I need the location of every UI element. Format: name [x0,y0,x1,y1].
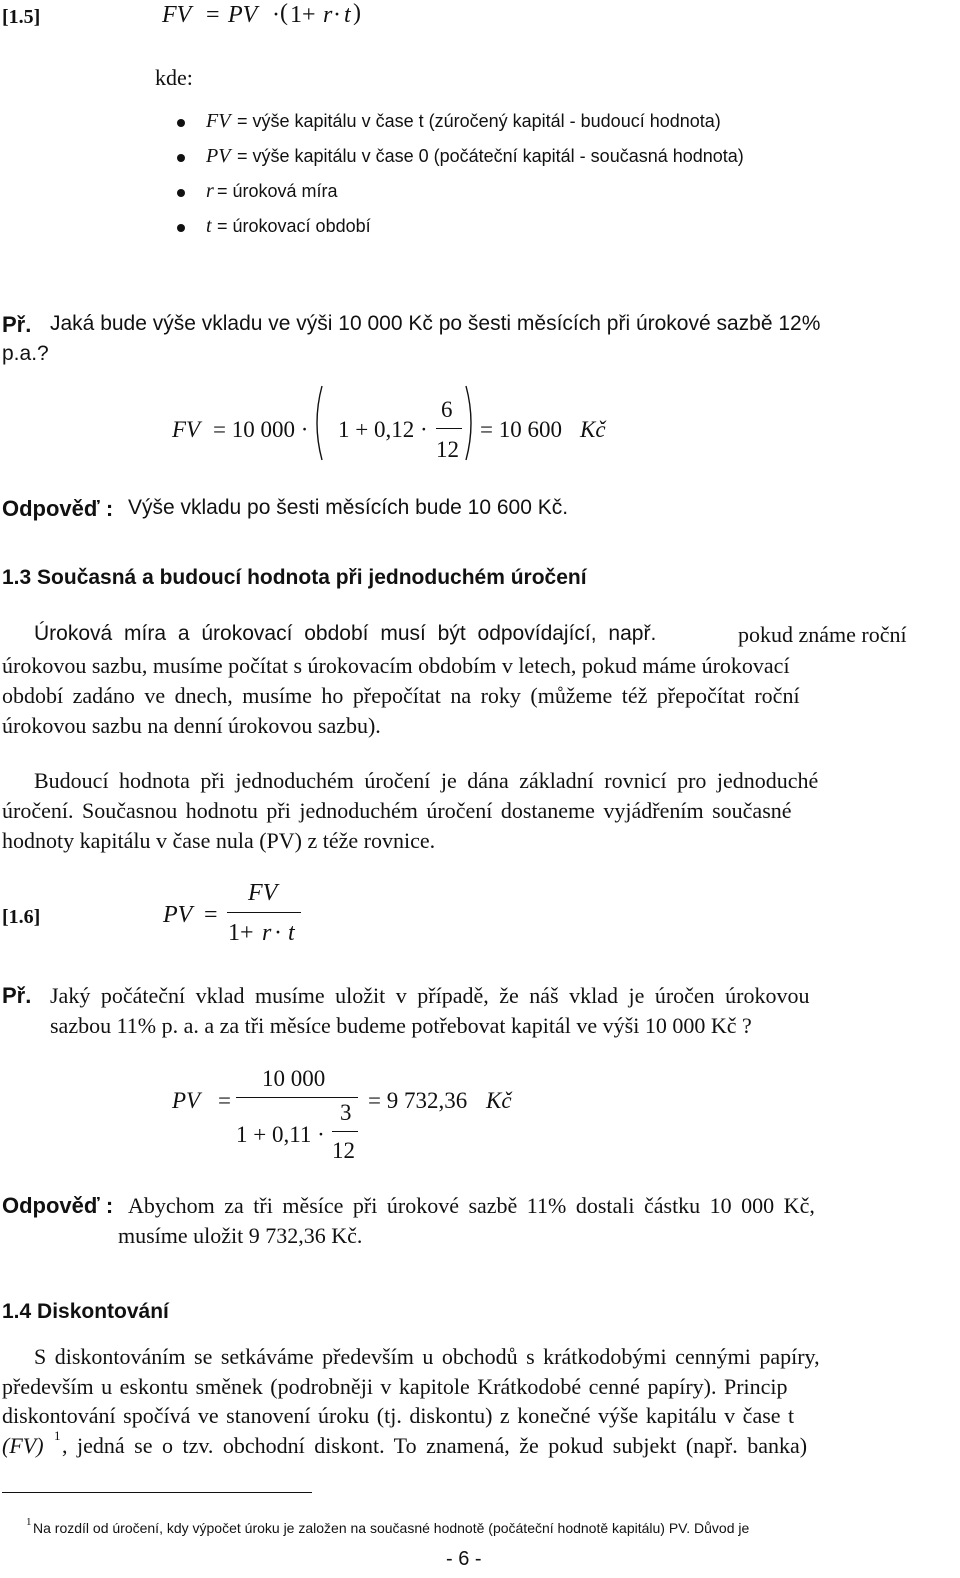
paragraph-line: úrokovou sazbu, musíme počítat s úrokovacím obdobím v letech, pokud máme úrokovací [2,653,790,678]
formula-paren-left: ( [280,0,288,26]
formula-r: r [323,2,333,28]
formula-fv: FV [162,2,192,28]
formula-result: = 9 732,36 [368,1088,468,1113]
def-text: = výše kapitálu v čase t (zúročený kapitál - budoucí hodnota) [237,111,721,131]
formula-t: t [288,920,295,946]
page-number: - 6 - [446,1548,482,1570]
formula-numerator: FV [248,880,278,906]
formula-numerator: 6 [441,397,453,422]
def-text: = úrokovací období [217,216,371,236]
formula-paren-right: ) [353,0,361,26]
paragraph-line: diskontování spočívá ve stanovení úroku (tj. diskontu) z konečné výše kapitálu v čase t [2,1403,795,1428]
section-heading: 1.3 Současná a budoucí hodnota při jednoduchém úročení [2,566,587,589]
paren-right-icon [462,384,478,462]
bullet [177,119,185,127]
answer-text: Abychom za tři měsíce při úrokové sazbě 11% dostali částku 10 000 Kč, [128,1193,815,1218]
paragraph-line: období zadáno ve dnech, musíme ho přepočítat na roky (můžeme též přepočítat roční [2,683,800,708]
kde-label: kde: [155,65,193,90]
formula-one-plus: 1+ [290,2,316,28]
answer-text: musíme uložit 9 732,36 Kč. [118,1223,363,1248]
fraction-line [436,428,462,429]
paren-left-icon [310,384,326,462]
fraction-line [236,1097,358,1098]
formula-dot: · [272,2,280,28]
formula-den-prefix: 1+ [228,920,254,946]
def-text: = výše kapitálu v čase 0 (počáteční kapitál - současná hodnota) [237,146,744,166]
formula-unit: Kč [580,417,606,442]
example-prefix: Př. [2,312,32,337]
formula-equals: = [204,902,218,928]
paragraph-line: hodnoty kapitálu v čase nula (PV) z téže rovnice. [2,828,436,853]
formula-denominator: 12 [436,437,459,462]
formula-denominator: 1 + 0,11 · [236,1122,325,1147]
def-symbol: t [206,215,212,237]
answer-label: Odpověď : [2,1193,114,1218]
paragraph-line: úročení. Současnou hodnotu při jednoduchém úročení dostaneme vyjádřením současné [2,798,792,823]
equation-label: [1.5] [2,6,41,28]
formula-pv: PV [172,1088,201,1113]
formula-dot: · [274,920,282,946]
formula-equals: = [218,1088,231,1113]
example-prefix: Př. [2,983,32,1008]
paragraph-line: Úroková míra a úrokovací období musí být odpovídající, např. [34,622,657,645]
formula-dot: · [333,2,341,28]
formula-fv: FV [172,417,201,442]
paragraph-line: pokud známe roční [738,622,907,647]
footnote-marker: 1 [26,1516,32,1528]
paragraph-line: Budoucí hodnota při jednoduchém úročení je dána základní rovnicí pro jednoduché [34,768,819,793]
def-text: = úroková míra [217,181,338,201]
bullet [177,154,185,162]
paragraph-line: úrokovou sazbu na denní úrokovou sazbu). [2,713,381,738]
bullet [177,189,185,197]
answer-label: Odpověď : [2,496,114,521]
paragraph-line: (FV) [2,1433,44,1458]
footnote-text: Na rozdíl od úročení, kdy výpočet úroku je založen na současné hodnotě (počáteční hodnotě kapitálu) PV. Důvod je [33,1520,750,1536]
example-text: sazbou 11% p. a. a za tři měsíce budeme potřebovat kapitál ve výši 10 000 Kč ? [50,1013,752,1038]
formula-equals: = [206,2,220,28]
example-text: Jaký počáteční vklad musíme uložit v případě, že náš vklad je úročen úrokovou [50,983,810,1008]
answer-text: Výše vkladu po šesti měsících bude 10 600 Kč. [128,496,569,519]
formula-one-plus: 1 + 0,12 · [338,417,428,442]
formula-inner-denominator: 12 [332,1138,355,1163]
paragraph-line: , jedná se o tzv. obchodní diskont. To znamená, že pokud subjekt (např. banka) [62,1433,808,1458]
footnote-marker: 1 [54,1428,61,1443]
formula-pv: PV [163,902,193,928]
formula-result: = 10 600 [480,417,562,442]
paragraph-line: především u eskontu směnek (podrobněji v kapitole Krátkodobé cenné papíry). Princip [2,1374,788,1399]
example-text: Jaká bude výše vkladu ve výši 10 000 Kč po šesti měsících při úrokové sazbě 12% [50,312,821,335]
bullet [177,224,185,232]
formula-r: r [262,920,272,946]
def-symbol: PV [206,145,231,167]
formula-t: t [344,2,351,28]
formula-numerator: 10 000 [262,1066,326,1091]
example-text: p.a.? [2,342,49,365]
formula-coef: = 10 000 · [213,417,309,442]
formula-pv: PV [228,2,258,28]
formula-unit: Kč [486,1088,512,1113]
formula-inner-numerator: 3 [340,1100,352,1125]
fraction-line [332,1131,358,1132]
def-symbol: FV [206,110,231,132]
section-heading: 1.4 Diskontování [2,1300,169,1323]
equation-label: [1.6] [2,906,41,928]
def-symbol: r [206,180,214,202]
fraction-line [227,912,301,913]
footnote-divider [2,1492,312,1493]
paragraph-line: S diskontováním se setkáváme především u obchodů s krátkodobými cennými papíry, [34,1344,820,1369]
